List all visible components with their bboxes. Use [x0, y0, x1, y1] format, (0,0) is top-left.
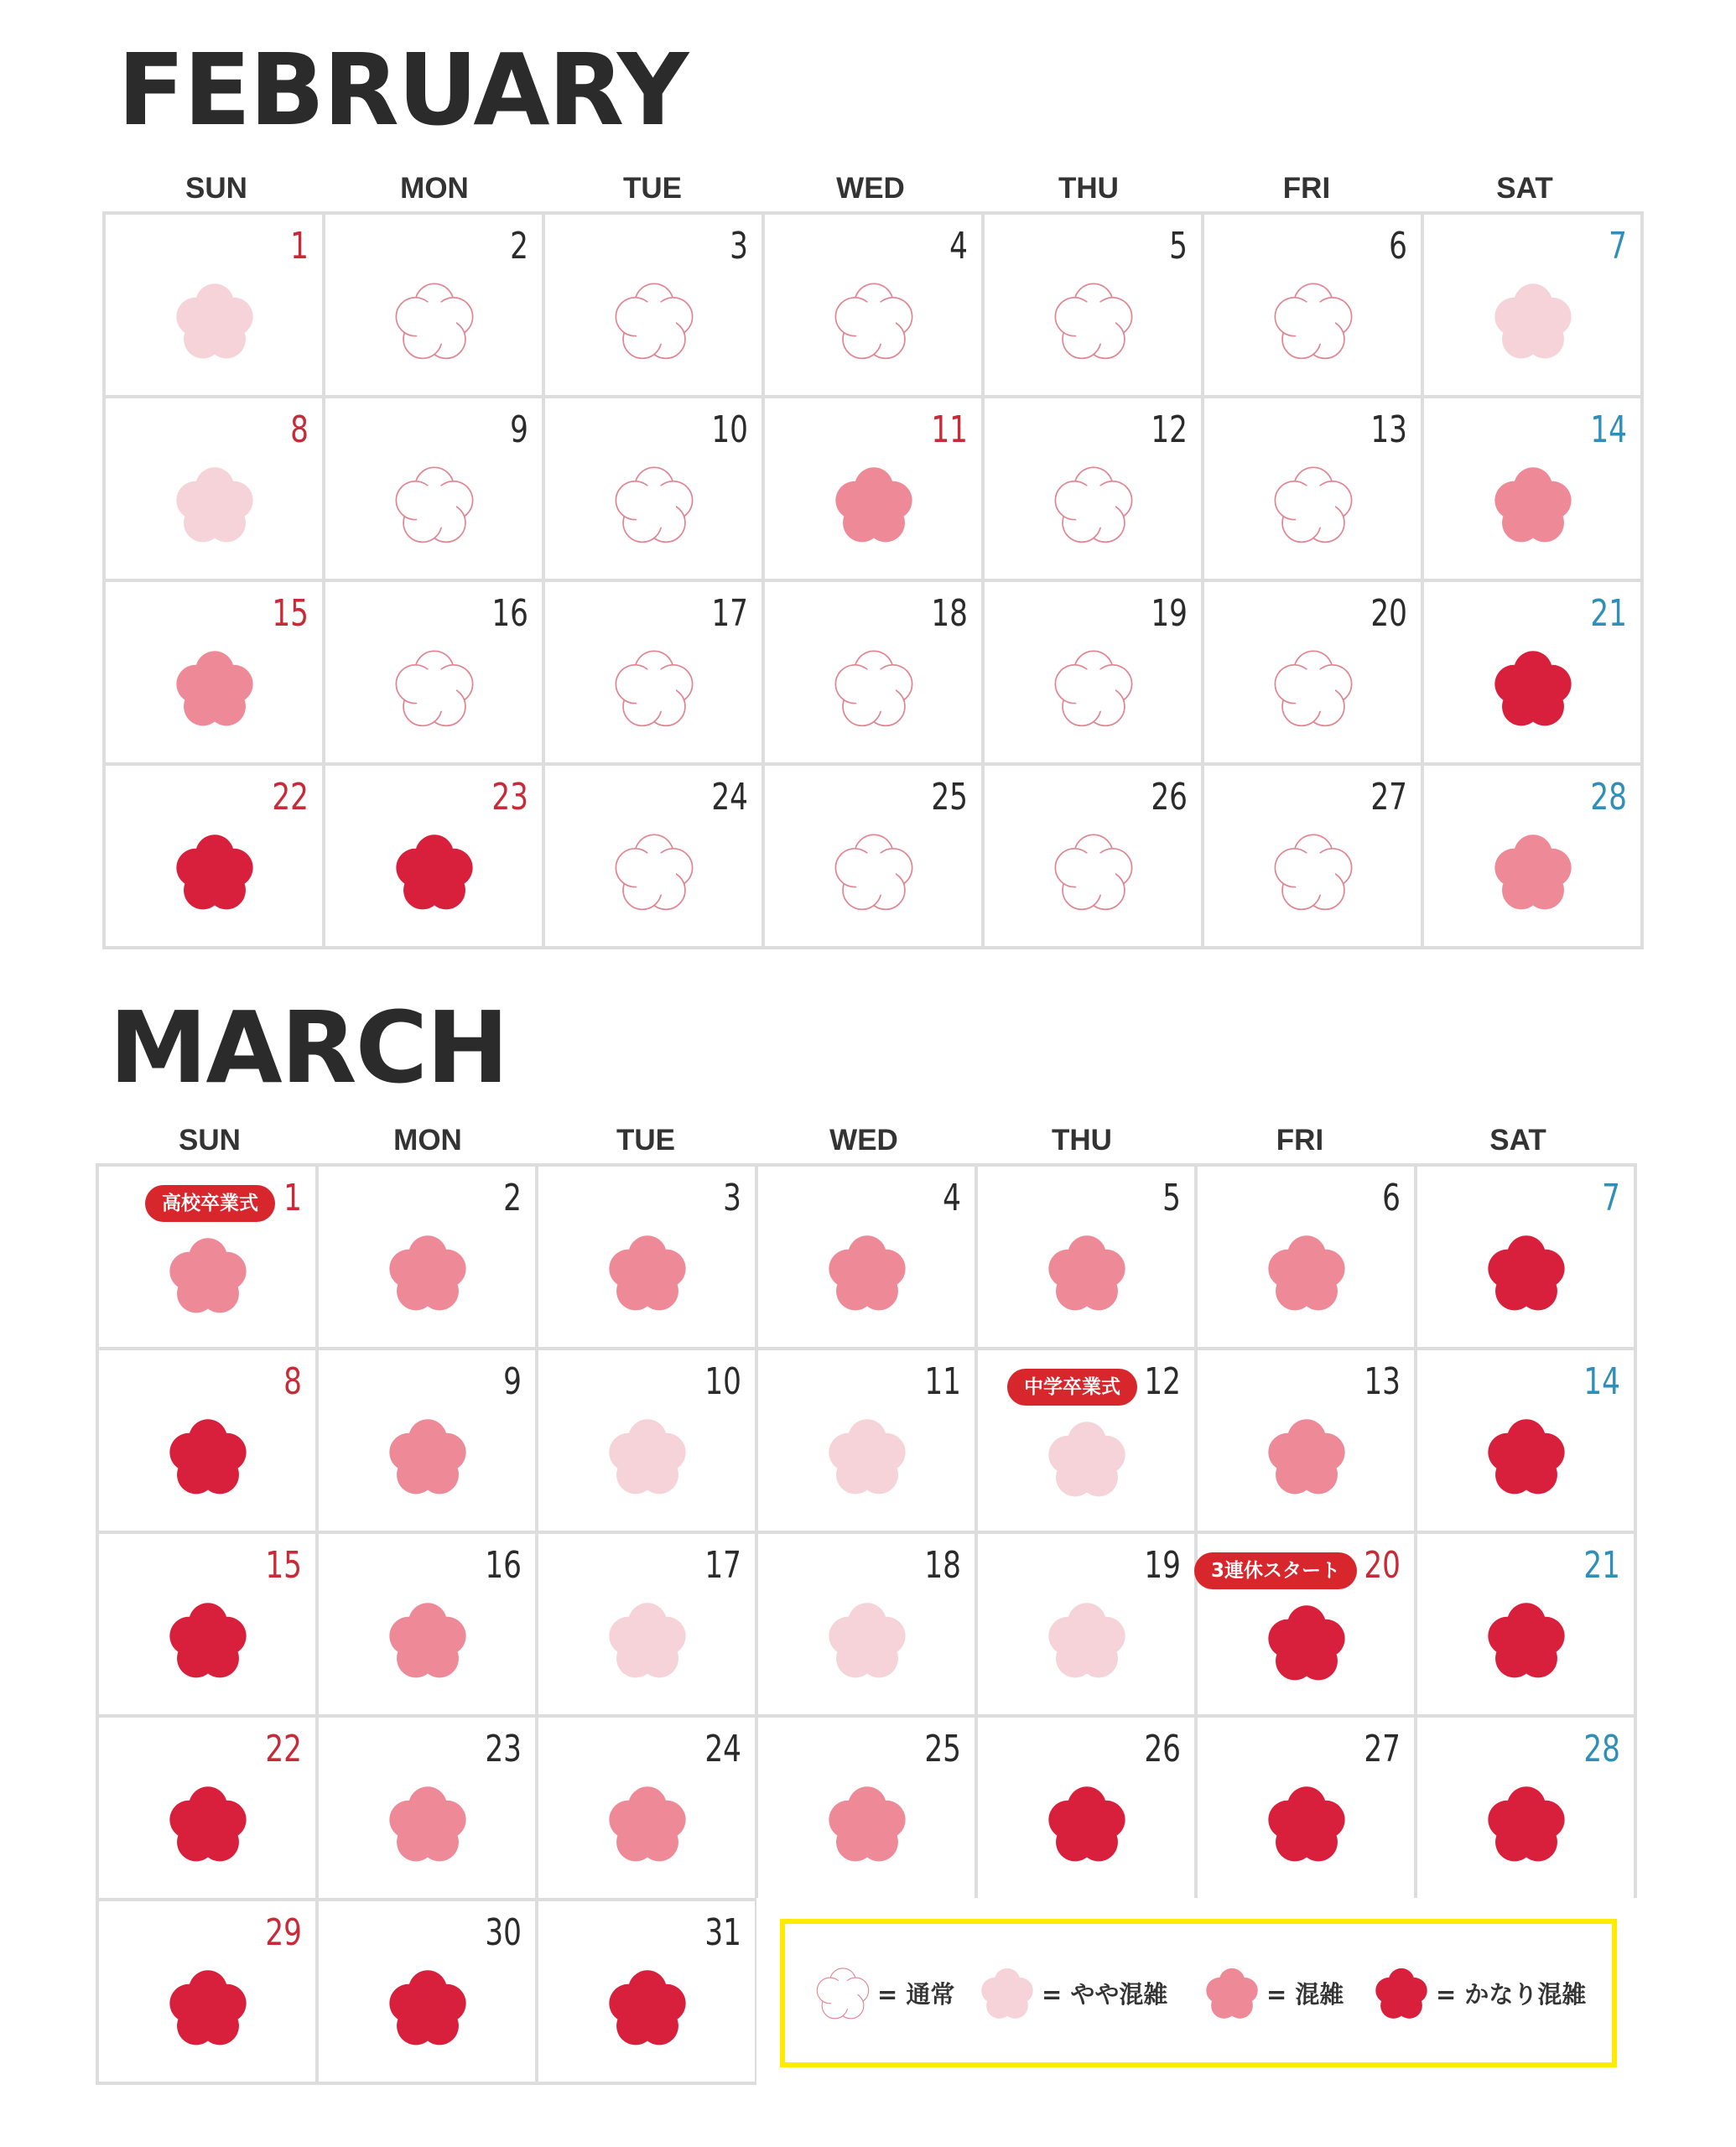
- plum-flower-outline-icon: [1050, 645, 1137, 732]
- day-cell: [1204, 398, 1421, 579]
- day-number: 28: [1583, 1728, 1620, 1770]
- plum-flower-pink-icon: [1489, 461, 1577, 548]
- plum-flower-pink-icon: [1203, 1964, 1261, 2023]
- day-cell: [1417, 1167, 1634, 1347]
- day-number: 11: [931, 408, 968, 451]
- day-cell: [319, 1350, 535, 1531]
- day-cell: [325, 215, 542, 395]
- month-title-february: FEBRUARY: [117, 32, 688, 148]
- plum-flower-pink-icon: [384, 1781, 471, 1868]
- plum-flower-light-pink-icon: [978, 1964, 1037, 2023]
- day-number: 1: [283, 1177, 302, 1219]
- day-cell: [758, 1350, 975, 1531]
- day-number: 4: [949, 225, 968, 268]
- day-number: 10: [711, 408, 748, 451]
- day-cell: [758, 1167, 975, 1347]
- day-cell: [985, 215, 1201, 395]
- legend-label: = かなり混雑: [1436, 1980, 1587, 2009]
- day-cell: [325, 398, 542, 579]
- legend-box: [780, 1919, 1617, 2067]
- plum-flower-light-pink-icon: [824, 1413, 911, 1500]
- plum-flower-outline-icon: [830, 645, 917, 732]
- day-number: 8: [290, 408, 309, 451]
- plum-flower-outline-icon: [611, 278, 698, 365]
- day-number: 21: [1590, 592, 1627, 635]
- day-number: 3: [723, 1177, 741, 1219]
- day-number: 13: [1370, 408, 1407, 451]
- plum-flower-red-icon: [164, 1413, 252, 1500]
- day-cell: [319, 1718, 535, 1898]
- day-number: 18: [931, 592, 968, 635]
- day-cell: [545, 582, 761, 762]
- plum-flower-red-icon: [1483, 1413, 1570, 1500]
- plum-flower-red-icon: [1483, 1229, 1570, 1317]
- day-cell: [765, 766, 981, 946]
- plum-flower-outline-icon: [830, 829, 917, 916]
- weekday-label: SAT: [1489, 1124, 1546, 1157]
- plum-flower-red-icon: [164, 1781, 252, 1868]
- day-cell: [99, 1901, 315, 2082]
- plum-flower-pink-icon: [164, 1232, 252, 1319]
- day-cell: [319, 1167, 535, 1347]
- day-cell: [985, 398, 1201, 579]
- day-cell: [1198, 1167, 1414, 1347]
- plum-flower-red-icon: [1489, 645, 1577, 732]
- day-number: 16: [491, 592, 528, 635]
- plum-flower-outline-icon: [1270, 829, 1357, 916]
- plum-flower-outline-icon: [391, 278, 478, 365]
- day-number: 26: [1151, 776, 1188, 819]
- plum-flower-red-icon: [1263, 1599, 1350, 1687]
- plum-flower-outline-icon: [813, 1964, 872, 2023]
- plum-flower-pink-icon: [1489, 829, 1577, 916]
- day-number: 11: [924, 1360, 961, 1403]
- day-number: 12: [1144, 1360, 1181, 1403]
- day-cell: [319, 1534, 535, 1714]
- day-number: 23: [485, 1728, 522, 1770]
- plum-flower-pink-icon: [384, 1413, 471, 1500]
- day-number: 27: [1364, 1728, 1401, 1770]
- day-number: 2: [503, 1177, 522, 1219]
- plum-flower-red-icon: [164, 1964, 252, 2051]
- day-cell: [538, 1901, 755, 2082]
- plum-flower-pink-icon: [824, 1781, 911, 1868]
- day-number: 21: [1583, 1544, 1620, 1587]
- plum-flower-outline-icon: [1270, 278, 1357, 365]
- day-cell: [978, 1718, 1194, 1898]
- day-cell: [1424, 582, 1640, 762]
- plum-flower-light-pink-icon: [171, 461, 258, 548]
- day-cell: [1198, 1534, 1414, 1714]
- day-number: 9: [510, 408, 528, 451]
- plum-flower-pink-icon: [830, 461, 917, 548]
- weekday-label: THU: [1058, 172, 1119, 205]
- month-title-march: MARCH: [109, 990, 507, 1105]
- day-number: 17: [704, 1544, 741, 1587]
- day-number: 5: [1162, 1177, 1181, 1219]
- day-cell: [758, 1534, 975, 1714]
- day-number: 1: [290, 225, 309, 268]
- event-badge: 3連休スタート: [1194, 1552, 1357, 1589]
- day-cell: [1204, 582, 1421, 762]
- weekday-label: SUN: [185, 172, 247, 205]
- day-number: 25: [924, 1728, 961, 1770]
- plum-flower-red-icon: [1483, 1597, 1570, 1684]
- day-cell: [545, 766, 761, 946]
- day-number: 30: [485, 1911, 522, 1954]
- day-number: 28: [1590, 776, 1627, 819]
- day-number: 8: [283, 1360, 302, 1403]
- weekday-header-march: [101, 1124, 1627, 1157]
- day-cell: [765, 582, 981, 762]
- plum-flower-outline-icon: [1270, 461, 1357, 548]
- weekday-label: MON: [400, 172, 469, 205]
- plum-flower-red-icon: [164, 1597, 252, 1684]
- day-cell: [99, 1534, 315, 1714]
- weekday-label: WED: [836, 172, 905, 205]
- plum-flower-pink-icon: [824, 1229, 911, 1317]
- plum-flower-red-icon: [171, 829, 258, 916]
- plum-flower-red-icon: [391, 829, 478, 916]
- day-number: 26: [1144, 1728, 1181, 1770]
- plum-flower-light-pink-icon: [1489, 278, 1577, 365]
- plum-flower-pink-icon: [171, 645, 258, 732]
- day-cell: [99, 1718, 315, 1898]
- plum-flower-outline-icon: [1050, 829, 1137, 916]
- weekday-label: FRI: [1276, 1124, 1324, 1157]
- weekday-label: THU: [1052, 1124, 1112, 1157]
- plum-flower-red-icon: [1043, 1781, 1130, 1868]
- plum-flower-light-pink-icon: [1043, 1597, 1130, 1684]
- plum-flower-light-pink-icon: [604, 1413, 691, 1500]
- day-number: 22: [265, 1728, 302, 1770]
- day-number: 4: [943, 1177, 961, 1219]
- day-number: 23: [491, 776, 528, 819]
- weekday-label: FRI: [1282, 172, 1331, 205]
- calendar-grid-february: [102, 211, 1644, 949]
- day-cell: [1417, 1350, 1634, 1531]
- day-cell: [545, 215, 761, 395]
- day-cell: [985, 582, 1201, 762]
- plum-flower-light-pink-icon: [604, 1597, 691, 1684]
- legend-item-crowded: [1203, 1924, 1344, 2062]
- day-number: 5: [1169, 225, 1188, 268]
- plum-flower-red-icon: [604, 1964, 691, 2051]
- day-cell: [758, 1718, 975, 1898]
- day-number: 15: [272, 592, 309, 635]
- day-cell: [545, 398, 761, 579]
- day-cell: [99, 1350, 315, 1531]
- plum-flower-pink-icon: [384, 1597, 471, 1684]
- day-number: 31: [704, 1911, 741, 1954]
- day-cell: [978, 1350, 1194, 1531]
- day-cell: [1424, 398, 1640, 579]
- day-number: 19: [1144, 1544, 1181, 1587]
- day-cell: [106, 582, 322, 762]
- day-cell: [978, 1167, 1194, 1347]
- day-cell: [1417, 1534, 1634, 1714]
- day-number: 2: [510, 225, 528, 268]
- plum-flower-light-pink-icon: [171, 278, 258, 365]
- day-number: 25: [931, 776, 968, 819]
- legend-label: = 混雑: [1266, 1980, 1344, 2009]
- plum-flower-light-pink-icon: [1043, 1416, 1130, 1503]
- day-number: 16: [485, 1544, 522, 1587]
- day-number: 24: [711, 776, 748, 819]
- legend-item-very-crowded: [1372, 1924, 1586, 2062]
- day-cell: [99, 1167, 315, 1347]
- weekday-label: TUE: [616, 1124, 675, 1157]
- plum-flower-pink-icon: [1043, 1229, 1130, 1317]
- day-number: 6: [1382, 1177, 1401, 1219]
- day-cell: [325, 582, 542, 762]
- day-number: 20: [1364, 1544, 1401, 1587]
- day-number: 29: [265, 1911, 302, 1954]
- weekday-label: WED: [829, 1124, 898, 1157]
- plum-flower-outline-icon: [1050, 278, 1137, 365]
- day-cell: [538, 1534, 755, 1714]
- day-cell: [106, 215, 322, 395]
- day-cell: [1424, 766, 1640, 946]
- day-number: 24: [704, 1728, 741, 1770]
- plum-flower-pink-icon: [1263, 1229, 1350, 1317]
- plum-flower-pink-icon: [604, 1781, 691, 1868]
- legend-item-slightly-crowded: [978, 1924, 1167, 2062]
- day-number: 19: [1151, 592, 1188, 635]
- day-cell: [1204, 215, 1421, 395]
- day-number: 17: [711, 592, 748, 635]
- plum-flower-outline-icon: [1270, 645, 1357, 732]
- day-number: 3: [730, 225, 748, 268]
- day-number: 13: [1364, 1360, 1401, 1403]
- day-cell: [538, 1718, 755, 1898]
- day-cell: [978, 1534, 1194, 1714]
- day-number: 9: [503, 1360, 522, 1403]
- plum-flower-outline-icon: [830, 278, 917, 365]
- day-number: 7: [1609, 225, 1627, 268]
- weekday-label: MON: [393, 1124, 462, 1157]
- plum-flower-red-icon: [1372, 1964, 1431, 2023]
- plum-flower-pink-icon: [604, 1229, 691, 1317]
- plum-flower-outline-icon: [611, 461, 698, 548]
- day-number: 12: [1151, 408, 1188, 451]
- weekday-label: SAT: [1496, 172, 1553, 205]
- plum-flower-red-icon: [384, 1964, 471, 2051]
- day-cell: [1204, 766, 1421, 946]
- day-cell: [538, 1167, 755, 1347]
- day-number: 14: [1583, 1360, 1620, 1403]
- plum-flower-pink-icon: [384, 1229, 471, 1317]
- day-number: 10: [704, 1360, 741, 1403]
- plum-flower-outline-icon: [391, 461, 478, 548]
- weekday-label: SUN: [179, 1124, 241, 1157]
- day-cell: [765, 398, 981, 579]
- event-badge: 高校卒業式: [145, 1185, 275, 1222]
- weekday-label: TUE: [623, 172, 682, 205]
- day-cell: [325, 766, 542, 946]
- day-number: 15: [265, 1544, 302, 1587]
- day-cell: [1424, 215, 1640, 395]
- legend-item-normal: [813, 1924, 954, 2062]
- day-cell: [985, 766, 1201, 946]
- day-number: 6: [1389, 225, 1407, 268]
- day-cell: [1417, 1718, 1634, 1898]
- day-cell: [319, 1901, 535, 2082]
- day-cell: [538, 1350, 755, 1531]
- weekday-header-february: [107, 172, 1634, 205]
- plum-flower-red-icon: [1483, 1781, 1570, 1868]
- plum-flower-outline-icon: [611, 829, 698, 916]
- plum-flower-pink-icon: [1263, 1413, 1350, 1500]
- day-number: 22: [272, 776, 309, 819]
- event-badge: 中学卒業式: [1007, 1369, 1137, 1406]
- day-number: 27: [1370, 776, 1407, 819]
- day-number: 20: [1370, 592, 1407, 635]
- day-cell: [106, 398, 322, 579]
- plum-flower-red-icon: [1263, 1781, 1350, 1868]
- day-number: 7: [1602, 1177, 1620, 1219]
- day-cell: [1198, 1350, 1414, 1531]
- day-cell: [106, 766, 322, 946]
- day-number: 18: [924, 1544, 961, 1587]
- day-cell: [765, 215, 981, 395]
- plum-flower-light-pink-icon: [824, 1597, 911, 1684]
- legend-label: = 通常: [877, 1980, 955, 2009]
- plum-flower-outline-icon: [1050, 461, 1137, 548]
- day-cell: [1198, 1718, 1414, 1898]
- day-number: 14: [1590, 408, 1627, 451]
- legend-label: = やや混雑: [1042, 1980, 1168, 2009]
- plum-flower-outline-icon: [611, 645, 698, 732]
- plum-flower-outline-icon: [391, 645, 478, 732]
